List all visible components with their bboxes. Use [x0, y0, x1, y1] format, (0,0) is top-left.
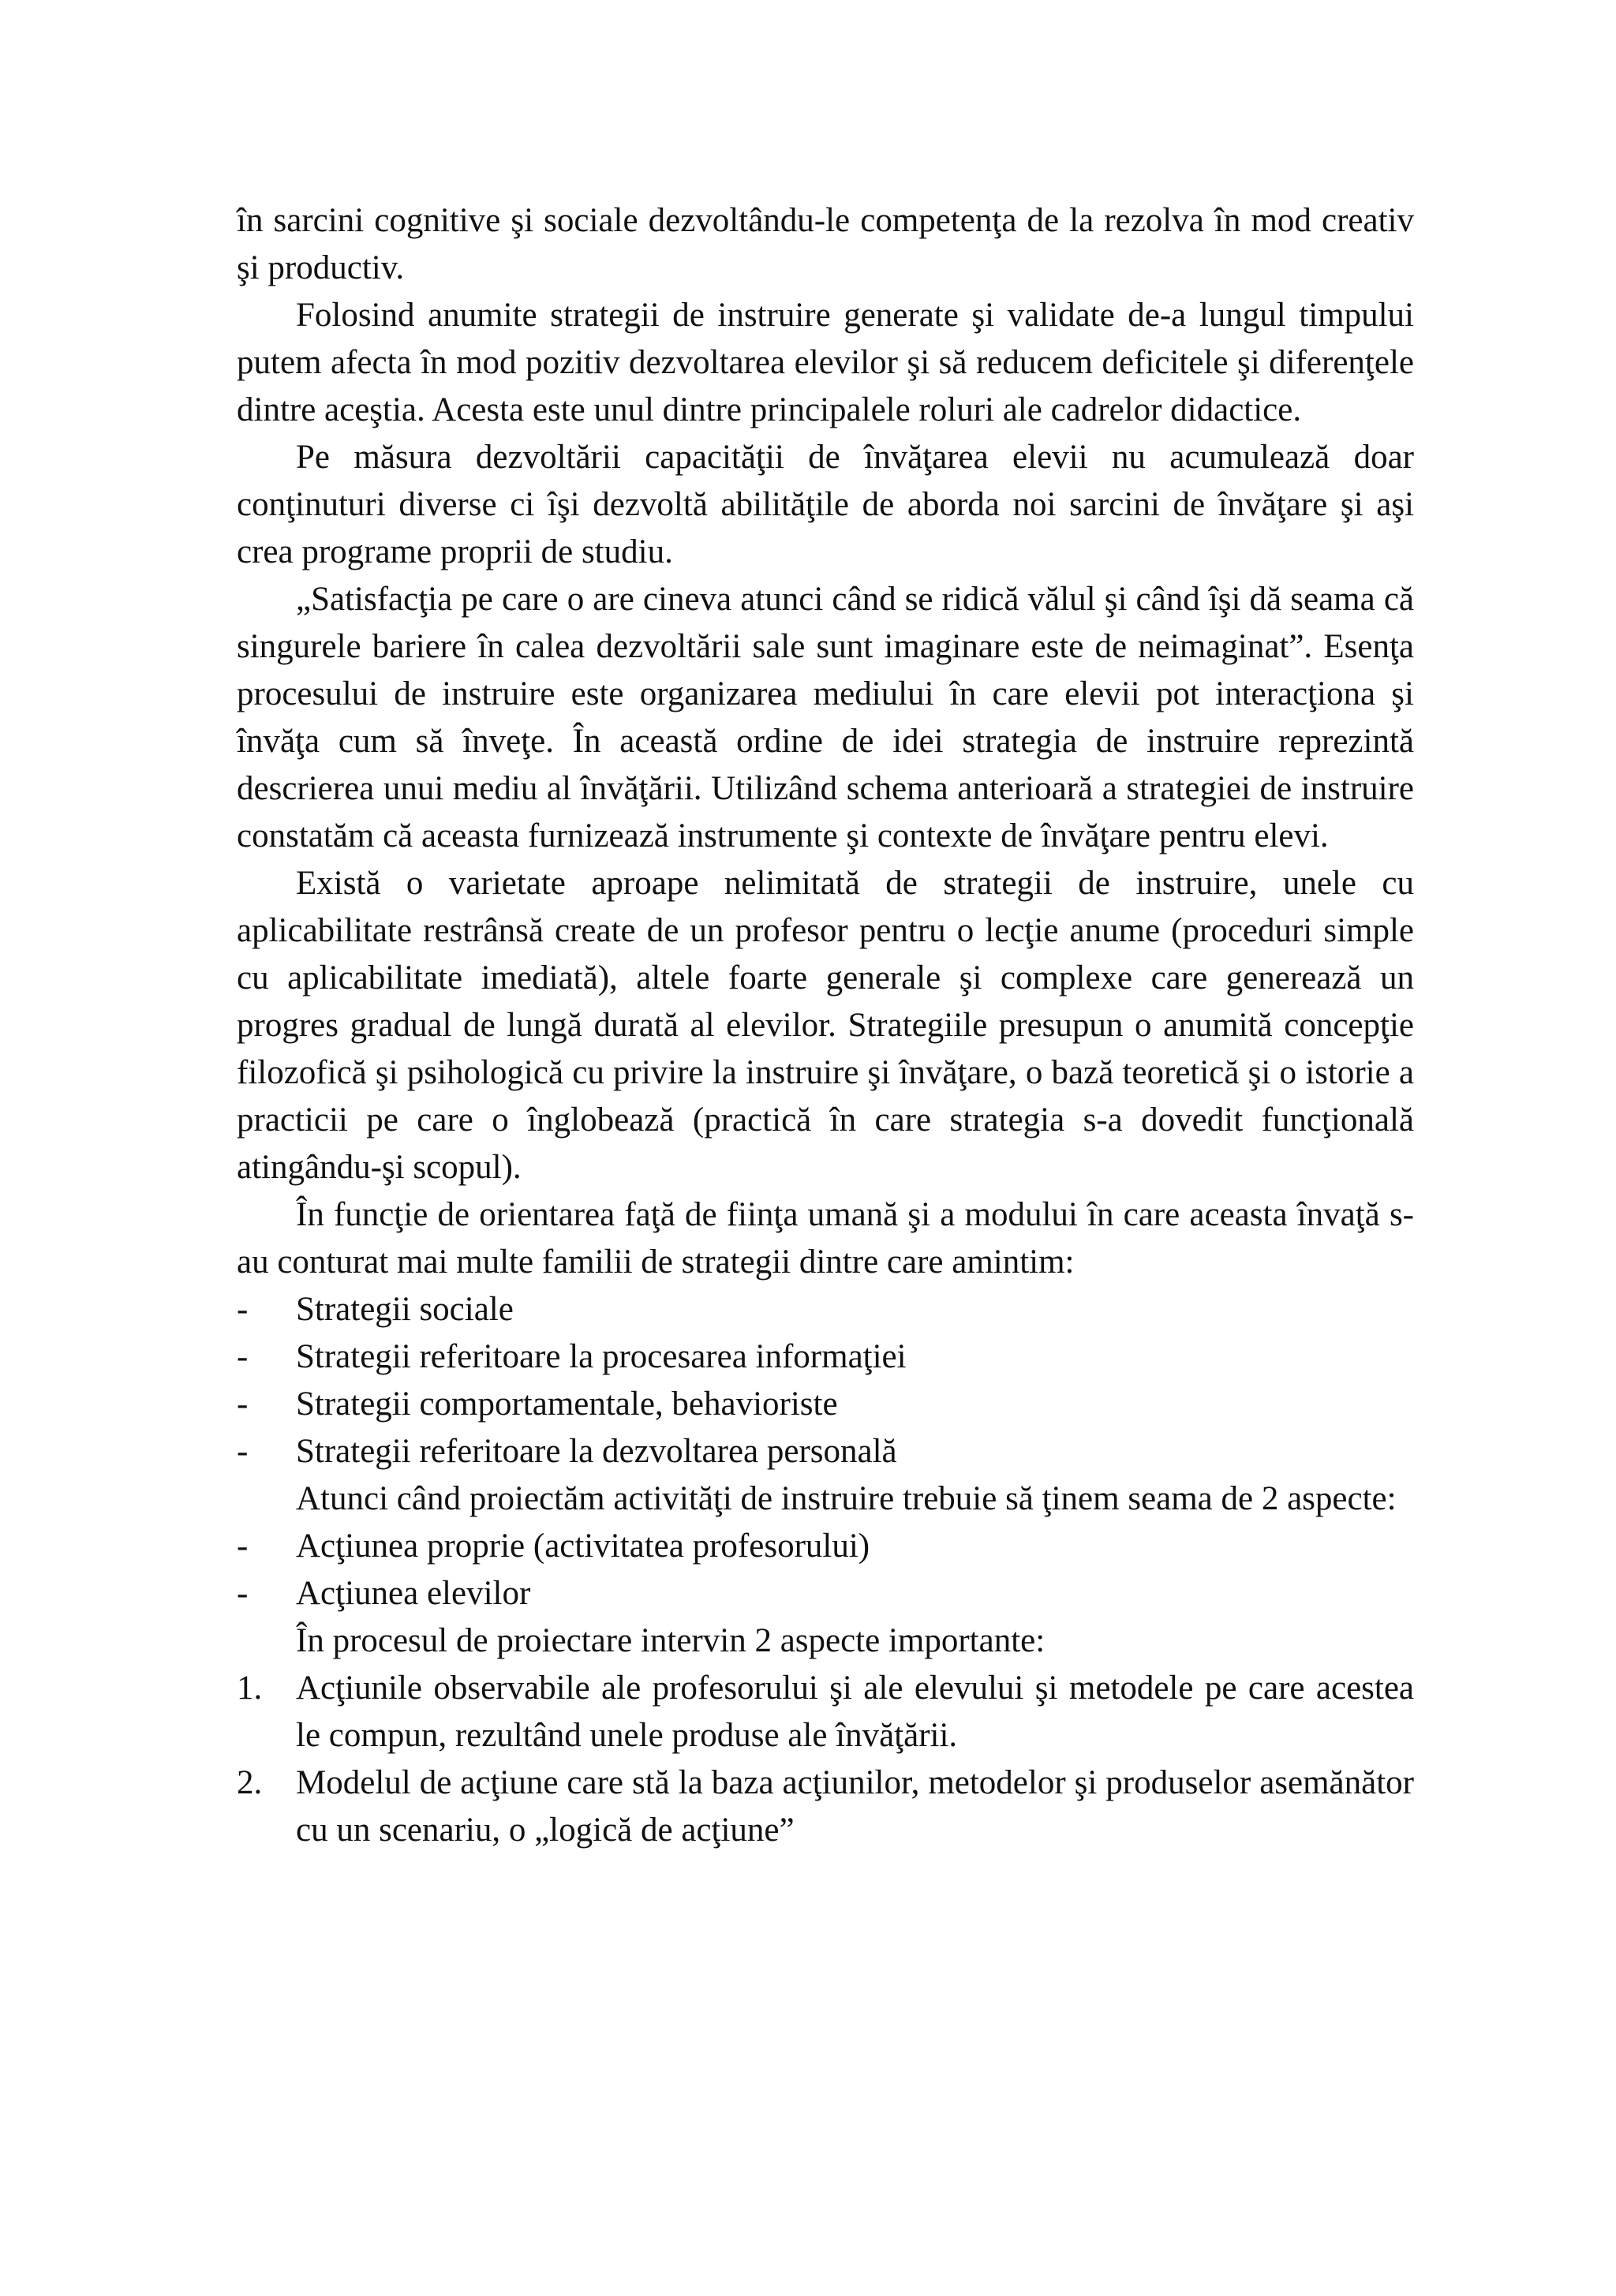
paragraph-continuation: în sarcini cognitive şi sociale dezvoltându-le competenţa de la rezolva în mod creativ şi productiv. [237, 202, 1414, 286]
aspects-numbered-list [237, 1665, 1414, 1854]
paragraph-design-process: În procesul de proiectare intervin 2 aspecte importante: [296, 1622, 1046, 1659]
list-item [237, 1381, 1414, 1428]
list-item [237, 1428, 1414, 1475]
strategies-list [237, 1286, 1414, 1475]
list-item [237, 1286, 1414, 1333]
actions-list [237, 1523, 1414, 1617]
paragraph-variety: Există o varietate aproape nelimitată de strategii de instruire, unele cu aplicabilitate restrânsă create de un profesor pentru o lecţie anume (proceduri simple cu aplicabilitate imediată), altele foarte generale şi complexe care generează un progres gradual de lungă durată al elevilor. Strategiile presupun o anumită concepţie filozofică şi psihologică cu privire la instruire şi învăţare, o bază teoretică şi o istorie a practicii pe care o înglobează (practică în care strategia s-a dovedit funcţională atingându-şi scopul). [237, 865, 1414, 1186]
list-item-text: Acţiunea proprie (activitatea profesorului) [296, 1528, 870, 1565]
list-bullet: - [237, 1528, 249, 1565]
numbered-list-item [237, 1665, 1414, 1759]
list-item-text: Modelul de acţiune care stă la baza acţiunilor, metodelor şi produselor asemănător cu un scenariu, o „logică de acţiune” [296, 1764, 1414, 1849]
list-item-text: Acţiunile observabile ale profesorului şi ale elevului şi metodele pe care acestea le compun, rezultând unele produse ale învăţării. [296, 1670, 1414, 1754]
list-bullet: - [237, 1433, 249, 1470]
list-item-text: Strategii referitoare la dezvoltarea personală [296, 1433, 897, 1470]
list-number: 2. [237, 1764, 263, 1801]
paragraph-families: În funcţie de orientarea faţă de fiinţa umană şi a modului în care aceasta învaţă s-au conturat mai multe familii de strategii dintre care amintim: [237, 1196, 1414, 1281]
paragraph-strategies-intro: Folosind anumite strategii de instruire generate şi validate de-a lungul timpului putem afecta în mod pozitiv dezvoltarea elevilor şi să reducem deficitele şi diferenţele dintre aceştia. Acesta este unul dintre principalele roluri ale cadrelor didactice. [237, 297, 1414, 428]
list-item-text: Acţiunea elevilor [296, 1575, 531, 1612]
list-bullet: - [237, 1575, 249, 1612]
list-item [237, 1570, 1414, 1617]
list-item-text: Strategii sociale [296, 1291, 514, 1328]
list-bullet: - [237, 1338, 249, 1375]
list-bullet: - [237, 1385, 249, 1423]
list-number: 1. [237, 1670, 263, 1707]
numbered-list-item [237, 1759, 1414, 1854]
list-item [237, 1523, 1414, 1570]
paragraph-quote: „Satisfacţia pe care o are cineva atunci când se ridică vălul şi când îşi dă seama că singurele bariere în calea dezvoltării sale sunt imaginare este de neimaginat”. Esenţa procesului de instruire este organizarea mediului în care elevii pot interacţiona şi învăţa cum să înveţe. În această ordine de idei strategia de instruire reprezintă descrierea unui mediu al învăţării. Utilizând schema anterioară a strategiei de instruire constatăm că aceasta furnizează instrumente şi contexte de învăţare pentru elevi. [237, 581, 1414, 854]
document-page [237, 197, 1414, 1854]
list-item-text: Strategii referitoare la procesarea informaţiei [296, 1338, 907, 1375]
paragraph-design-aspects: Atunci când proiectăm activităţi de instruire trebuie să ţinem seama de 2 aspecte: [296, 1480, 1397, 1517]
list-bullet: - [237, 1291, 249, 1328]
list-item-text: Strategii comportamentale, behavioriste [296, 1385, 838, 1423]
list-item [237, 1333, 1414, 1381]
paragraph-learning-capacity: Pe măsura dezvoltării capacităţii de învăţarea elevii nu acumulează doar conţinuturi diverse ci îşi dezvoltă abilităţile de aborda noi sarcini de învăţare şi aşi crea programe proprii de studiu. [237, 439, 1414, 570]
